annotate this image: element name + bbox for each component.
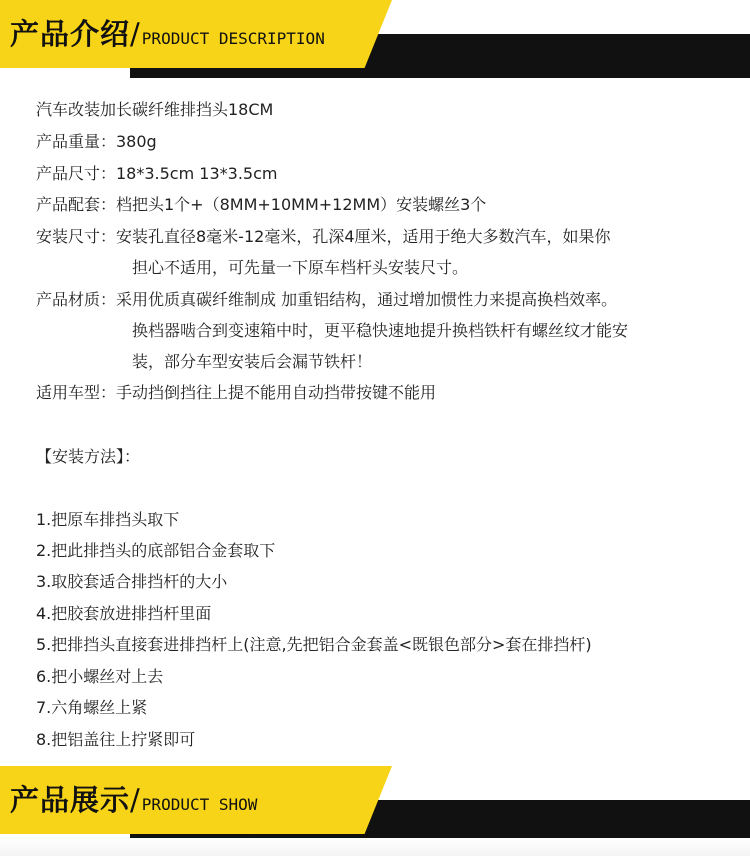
material-line-2: 换档器啮合到变速箱中时，更平稳快速地提升换档铁杆有螺丝纹才能安: [132, 321, 629, 340]
section-title-cn: 产品介绍: [10, 17, 131, 51]
product-size: 产品尺寸：18*3.5cm 13*3.5cm: [36, 164, 278, 183]
install-step: 3.取胶套适合排挡杆的大小: [36, 572, 228, 591]
install-step: 5.把排挡头直接套进排挡杆上(注意,先把铝合金套盖<既银色部分>套在排挡杆): [36, 635, 592, 654]
material-line-3: 装，部分车型安装后会漏节铁杆！: [132, 352, 373, 371]
section-title-cn: 产品展示: [10, 783, 131, 817]
section-title-slash: /: [130, 17, 140, 51]
section-header-description: [0, 0, 750, 80]
install-step: 1.把原车排挡头取下: [36, 510, 180, 529]
install-step: 7.六角螺丝上紧: [36, 698, 148, 717]
install-step: 6.把小螺丝对上去: [36, 667, 164, 686]
product-weight: 产品重量：380g: [36, 132, 157, 151]
section-header-show: [0, 766, 750, 846]
section-title-en: PRODUCT SHOW: [141, 795, 258, 814]
install-step: 8.把铝盖往上拧紧即可: [36, 730, 196, 749]
bottom-fade: [0, 838, 750, 856]
product-name: 汽车改装加长碳纤维排挡头18CM: [36, 100, 274, 119]
section-title-slash: /: [130, 783, 140, 817]
section-title: [10, 778, 257, 822]
compatible-models: 适用车型：手动挡倒挡往上提不能用自动挡带按键不能用: [36, 383, 437, 402]
install-heading: 【安装方法】：: [36, 447, 141, 466]
section-title: [10, 12, 325, 56]
material-line-1: 产品材质：采用优质真碳纤维制成 加重铝结构，通过增加惯性力来提高换档效率。: [36, 290, 618, 309]
product-accessories: 产品配套：档把头1个+（8MM+10MM+12MM）安装螺丝3个: [36, 195, 487, 214]
install-step: 4.把胶套放进排挡杆里面: [36, 604, 212, 623]
install-size-line-2: 担心不适用，可先量一下原车档杆头安装尺寸。: [132, 258, 469, 277]
install-step: 2.把此排挡头的底部铝合金套取下: [36, 541, 276, 560]
install-size-line-1: 安装尺寸：安装孔直径8毫米-12毫米，孔深4厘米，适用于绝大多数汽车，如果你: [36, 227, 611, 246]
section-title-en: PRODUCT DESCRIPTION: [141, 29, 325, 48]
